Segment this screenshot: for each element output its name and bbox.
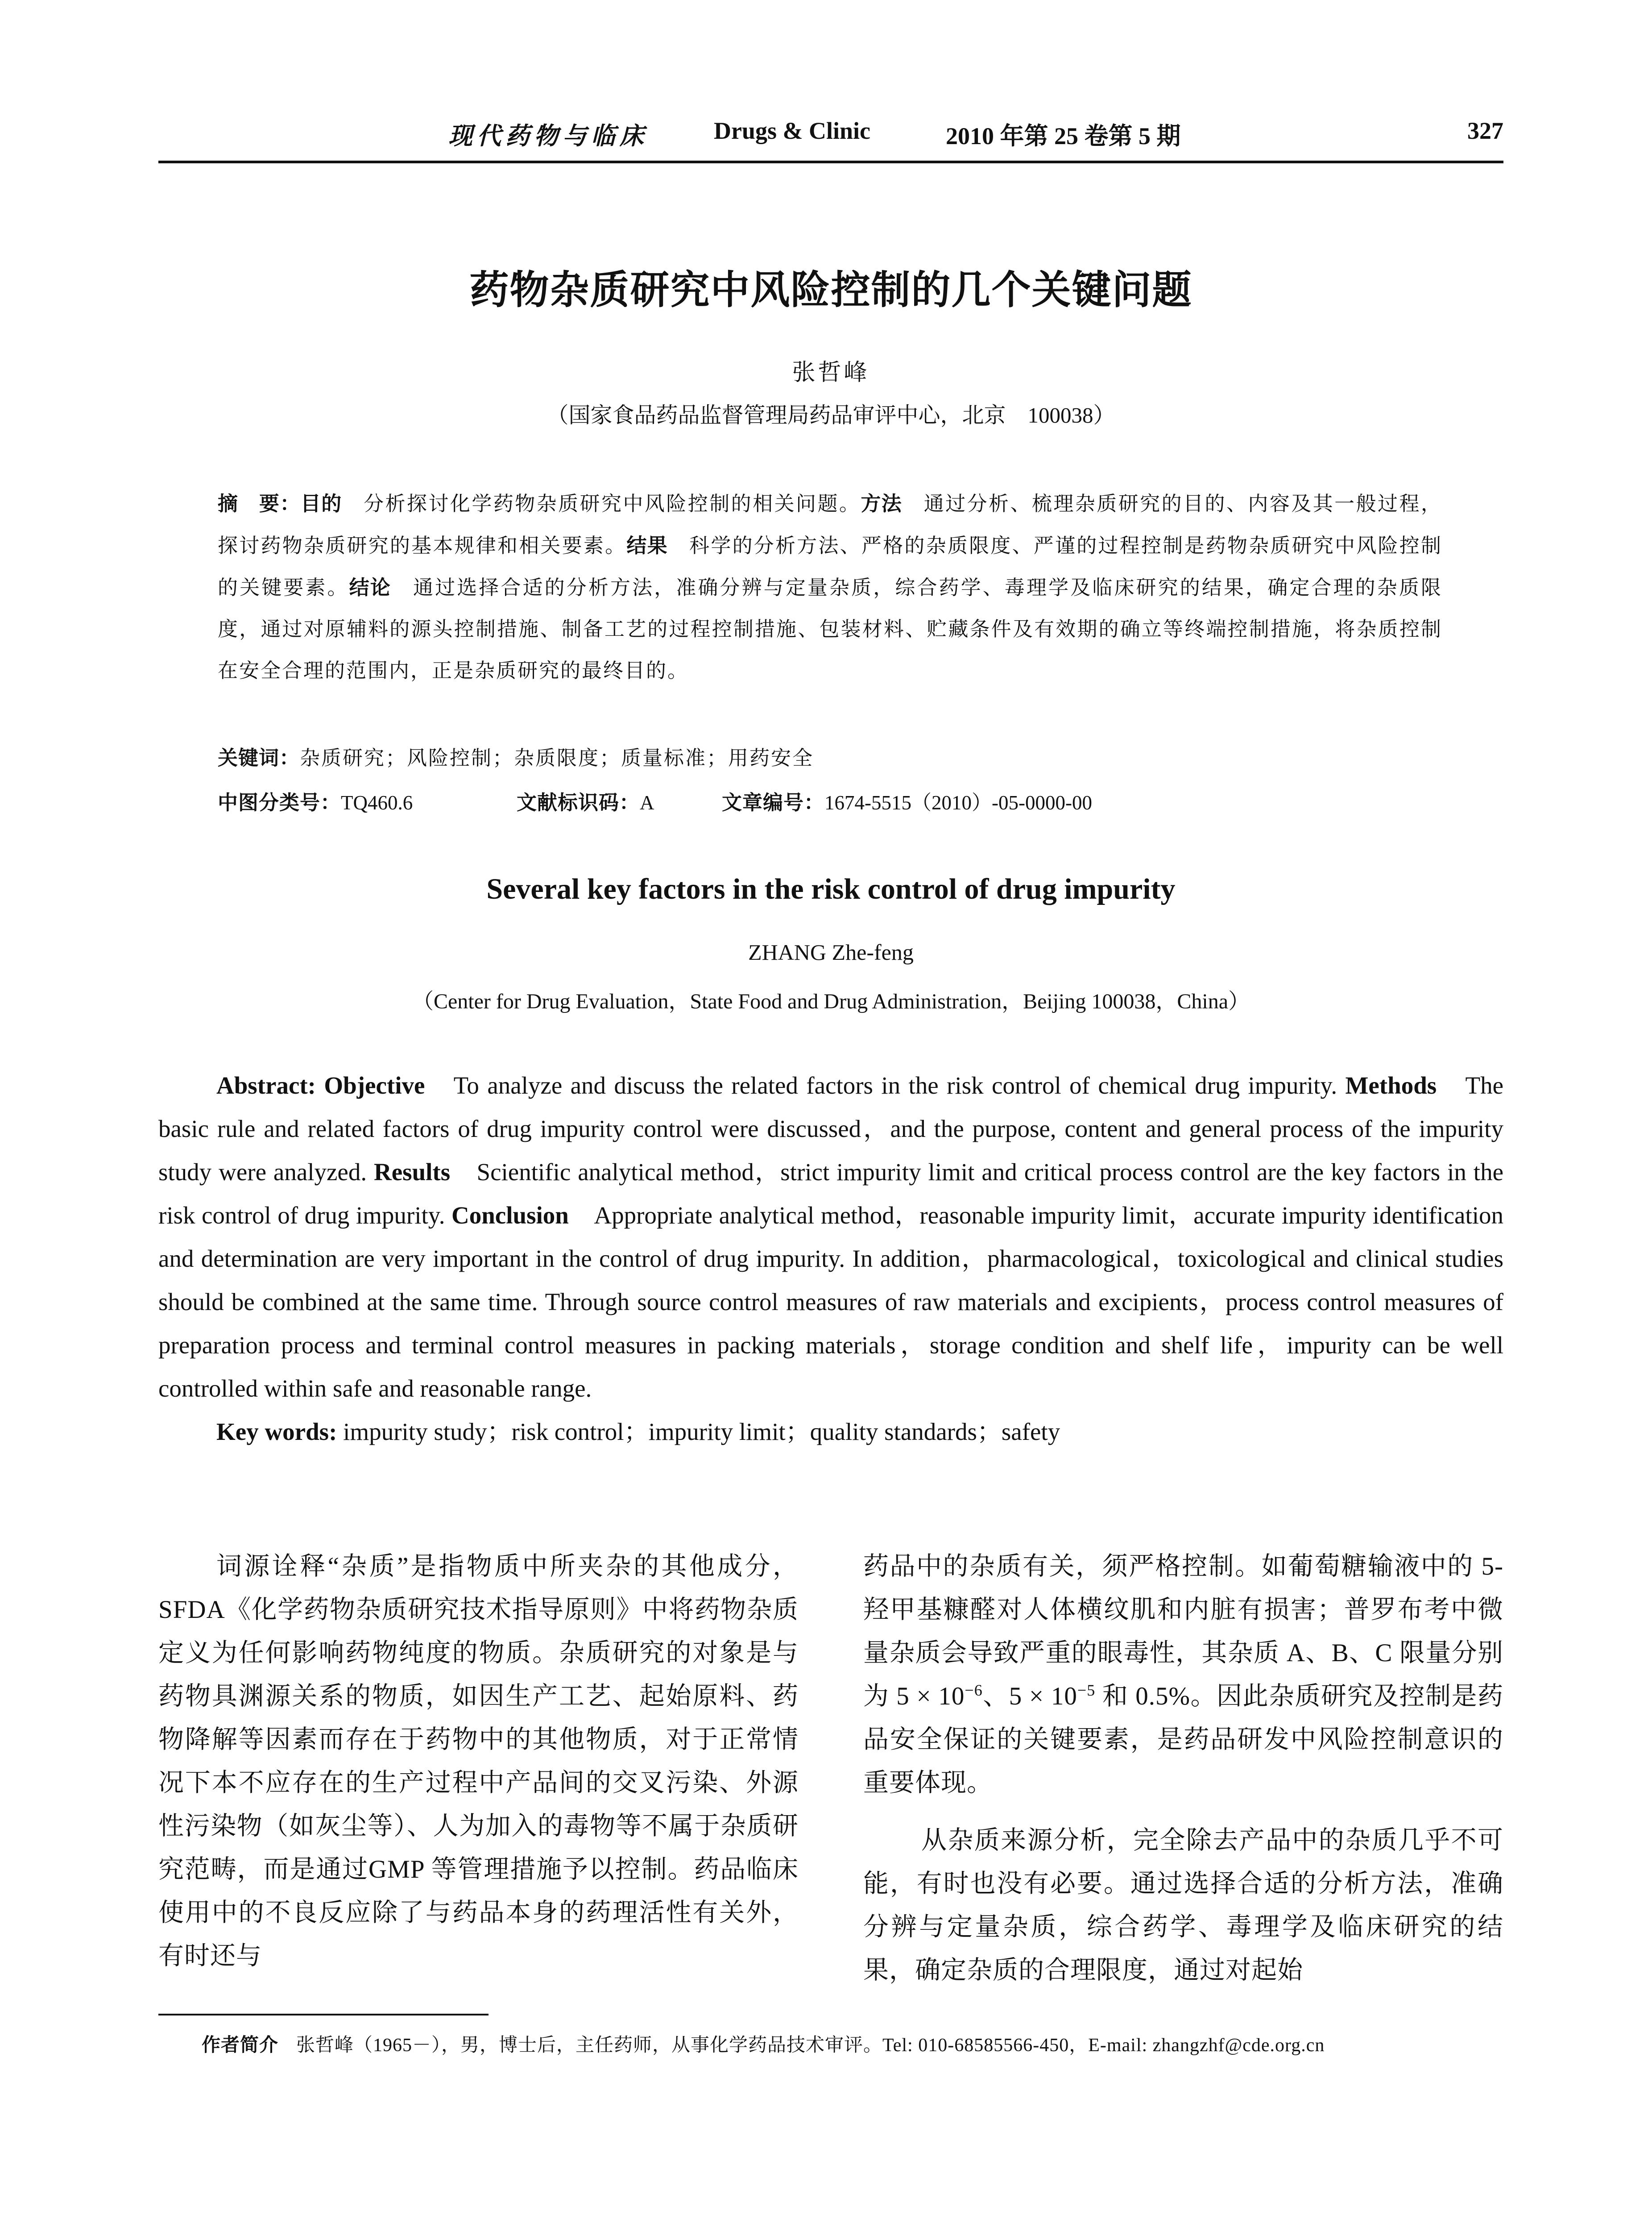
article-number: 文章编号：1674-5515（2010）-05-0000-00	[722, 791, 1092, 814]
body-column-right	[863, 1545, 1503, 1992]
objective-text-cn: 分析探讨化学药物杂质研究中风险控制的相关问题。	[342, 493, 861, 515]
author-cn: 张哲峰	[792, 360, 870, 386]
issue-info: 2010 年第 25 卷第 5 期	[946, 123, 1181, 149]
keywords-en-text: impurity study；risk control；impurity limit；quality standards；safety	[337, 1418, 1060, 1445]
body-paragraph: 从杂质来源分析，完全除去产品中的杂质几乎不可能，有时也没有必要。通过选择合适的分析方法，准确分辨与定量杂质，综合药学、毒理学及临床研究的结果，确定杂质的合理限度，通过对起始	[863, 1826, 1503, 1984]
methods-label-en: Methods	[1345, 1072, 1437, 1099]
affiliation-en: （Center for Drug Evaluation，State Food and Drug Administration，Beijing 100038，China）	[412, 990, 1250, 1013]
keywords-en	[158, 1410, 1503, 1453]
objective-text-en: To analyze and discuss the related factors in the risk control of chemical drug impurity.	[425, 1072, 1337, 1099]
footnote-text: 张哲峰（1965－），男，博士后，主任药师，从事化学药品技术审评。Tel: 010-68585566-450，E-mail: zhangzhf@cde.org.cn	[296, 2035, 1325, 2056]
body-paragraph: 词源诠释“杂质”是指物质中所夹杂的其他成分，SFDA《化学药物杂质研究技术指导原则》中将药物杂质定义为任何影响药物纯度的物质。杂质研究的对象是与药物具渊源关系的物质，如因生产工艺、起始原料、药物降解等因素而存在于药物中的其他物质，对于正常情况下本不应存在的生产过程中产品间的交叉污染、外源性污染物（如灰尘等）、人为加入的毒物等不属于杂质研究范畴，而是通过GMP 等管理措施予以控制。药品临床使用中的不良反应除了与药品本身的药理活性有关外，有时还与	[158, 1552, 799, 1970]
conclusion-label-cn: 结论	[349, 576, 391, 599]
keywords-en-label: Key words:	[216, 1418, 337, 1445]
objective-label-cn: 目的	[300, 492, 342, 515]
journal-name-cn: 现代药物与临床	[448, 123, 648, 149]
abstract-en-label: Abstract: Objective	[216, 1072, 425, 1099]
body-paragraph: 药品中的杂质有关，须严格控制。如葡萄糖输液中的 5-羟甲基糠醛对人体横纹肌和内脏有损害；普罗布考中微量杂质会导致严重的眼毒性，其杂质 A、B、C 限量分别为 $5 \times 10^{-6}$、$5 \times 10^{-5}$ 和 0.5%。因此杂质研究及控制是药品安全保证的关键要素，是药品研发中风险控制意识的重要体现。	[863, 1552, 1504, 1797]
conclusion-label-en: Conclusion	[451, 1202, 569, 1229]
results-label-cn: 结果	[626, 534, 668, 557]
keywords-cn	[218, 742, 1442, 771]
methods-text-en: The basic rule and related factors of drug impurity control were discussed，and the purpose, content and general process of the impurity study were analyzed.	[158, 1072, 1503, 1186]
abstract-en	[158, 1064, 1503, 1453]
author-en: ZHANG Zhe-feng	[748, 940, 914, 965]
methods-label-cn: 方法	[861, 492, 903, 515]
exponent: −6	[965, 1681, 983, 1699]
results-text-cn: 科学的分析方法、严格的杂质限度、严谨的过程控制是药物杂质研究中风险控制的关键要素。	[218, 535, 1442, 599]
conclusion-text-cn: 通过选择合适的分析方法，准确分辨与定量杂质，综合药学、毒理学及临床研究的结果，确定合理的杂质限度，通过对原辅料的源头控制措施、制备工艺的过程控制措施、包装材料、贮藏条件及有效期的确立等终端控制措施，将杂质控制在安全合理的范围内，正是杂质研究的最终目的。	[218, 576, 1442, 682]
journal-name-en: Drugs & Clinic	[714, 117, 870, 144]
footnote-label: 作者简介	[202, 2034, 279, 2056]
abstract-cn-label: 摘 要：	[218, 492, 301, 515]
header-rule	[158, 161, 1503, 163]
affiliation-cn: （国家食品药品监督管理局药品审评中心，北京 100038）	[547, 403, 1115, 427]
document-code: 文献标识码：A	[517, 791, 654, 814]
body-column-left	[158, 1545, 799, 1978]
article-title-en: Several key factors in the risk control of drug impurity	[486, 873, 1176, 905]
results-text-en: Scientific analytical method，strict impurity limit and critical process control are the key factors in the risk control of drug impurity.	[158, 1158, 1503, 1229]
page-number: 327	[1467, 117, 1503, 144]
exponent: −5	[1077, 1681, 1096, 1699]
running-header	[448, 117, 1503, 157]
article-title-cn: 药物杂质研究中风险控制的几个关键问题	[469, 267, 1192, 313]
conclusion-text-en: Appropriate analytical method，reasonable impurity limit，accurate impurity identification and determination are very important in the control of drug impurity. In addition，pharmacological，toxicological and clinical studies should be combined at the same time. Through source control measures of raw materials and excipients，process control measures of preparation process and terminal control measures in packing materials，storage condition and shelf life，impurity can be well controlled within safe and reasonable range.	[158, 1202, 1504, 1402]
author-footnote	[202, 2029, 1504, 2061]
clc-number: 中图分类号：TQ460.6	[218, 791, 413, 814]
classification-line	[218, 786, 1442, 815]
keywords-cn-label: 关键词：	[218, 746, 300, 770]
abstract-cn	[218, 483, 1442, 692]
keywords-cn-text: 杂质研究；风险控制；杂质限度；质量标准；用药安全	[300, 747, 814, 769]
methods-text-cn: 通过分析、梳理杂质研究的目的、内容及其一般过程，探讨药物杂质研究的基本规律和相关要素。	[218, 493, 1442, 557]
footnote-rule	[158, 2014, 489, 2015]
results-label-en: Results	[374, 1158, 451, 1186]
